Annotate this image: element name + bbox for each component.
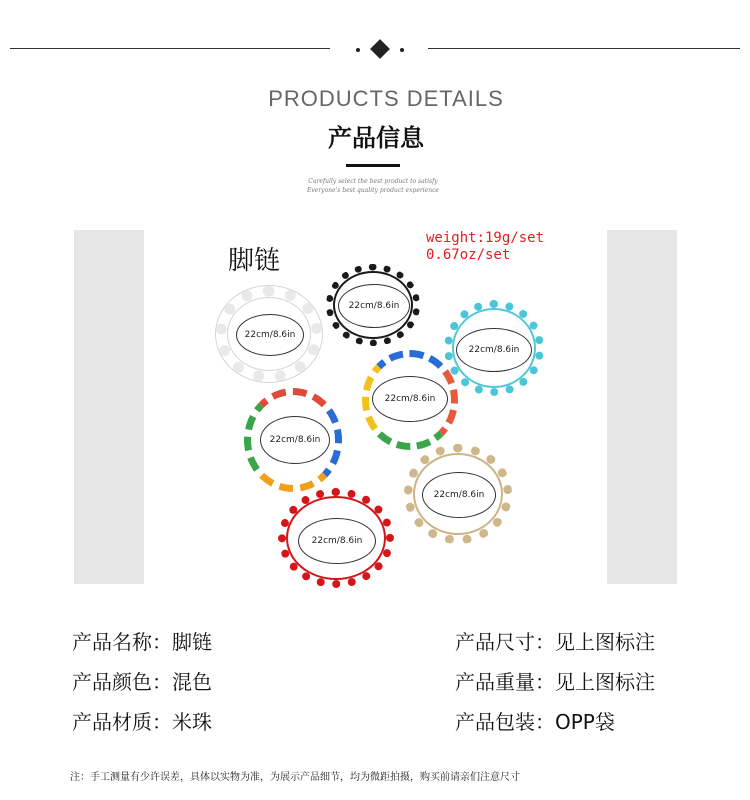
header-divider-right [428,48,740,49]
measurement-note: 注：手工测量有少许误差，具体以实物为准，为展示产品细节，均为微距拍摄，购买前请亲们注意尺寸 [70,772,520,783]
dot-icon [400,48,404,52]
dot-icon [356,48,360,52]
weight-label-ounces: 0.67oz/set [426,247,511,263]
spec-size: 产品尺寸：见上图标注 [455,630,655,654]
size-label: 22cm/8.6in [456,328,532,372]
spec-weight: 产品重量：见上图标注 [455,670,655,694]
weight-label-grams: weight:19g/set [426,230,545,246]
size-label: 22cm/8.6in [338,284,410,328]
size-label: 22cm/8.6in [372,376,448,422]
spec-package: 产品包装：OPP袋 [455,710,615,734]
page-title-en: PRODUCTS DETAILS [268,86,504,111]
photo-side-panel-left [74,230,144,584]
spec-material: 产品材质：米珠 [72,710,212,734]
page-title-cn: 产品信息 [328,124,424,152]
tagline-1: Carefully select the best product to satisfy [308,178,438,185]
size-label: 22cm/8.6in [236,314,304,356]
photo-side-panel-right [607,230,677,584]
diamond-icon [370,39,390,59]
size-label: 22cm/8.6in [298,518,376,564]
photo-label: 脚链 [228,246,281,276]
spec-name: 产品名称：脚链 [72,630,212,654]
title-underline [346,164,400,167]
spec-color: 产品颜色：混色 [72,670,212,694]
product-photo [144,230,607,584]
size-label: 22cm/8.6in [260,416,330,464]
size-label: 22cm/8.6in [422,472,496,518]
header-ornament [355,40,405,60]
tagline-2: Everyone's best quality product experience [306,187,439,194]
header-divider-left [10,48,330,49]
